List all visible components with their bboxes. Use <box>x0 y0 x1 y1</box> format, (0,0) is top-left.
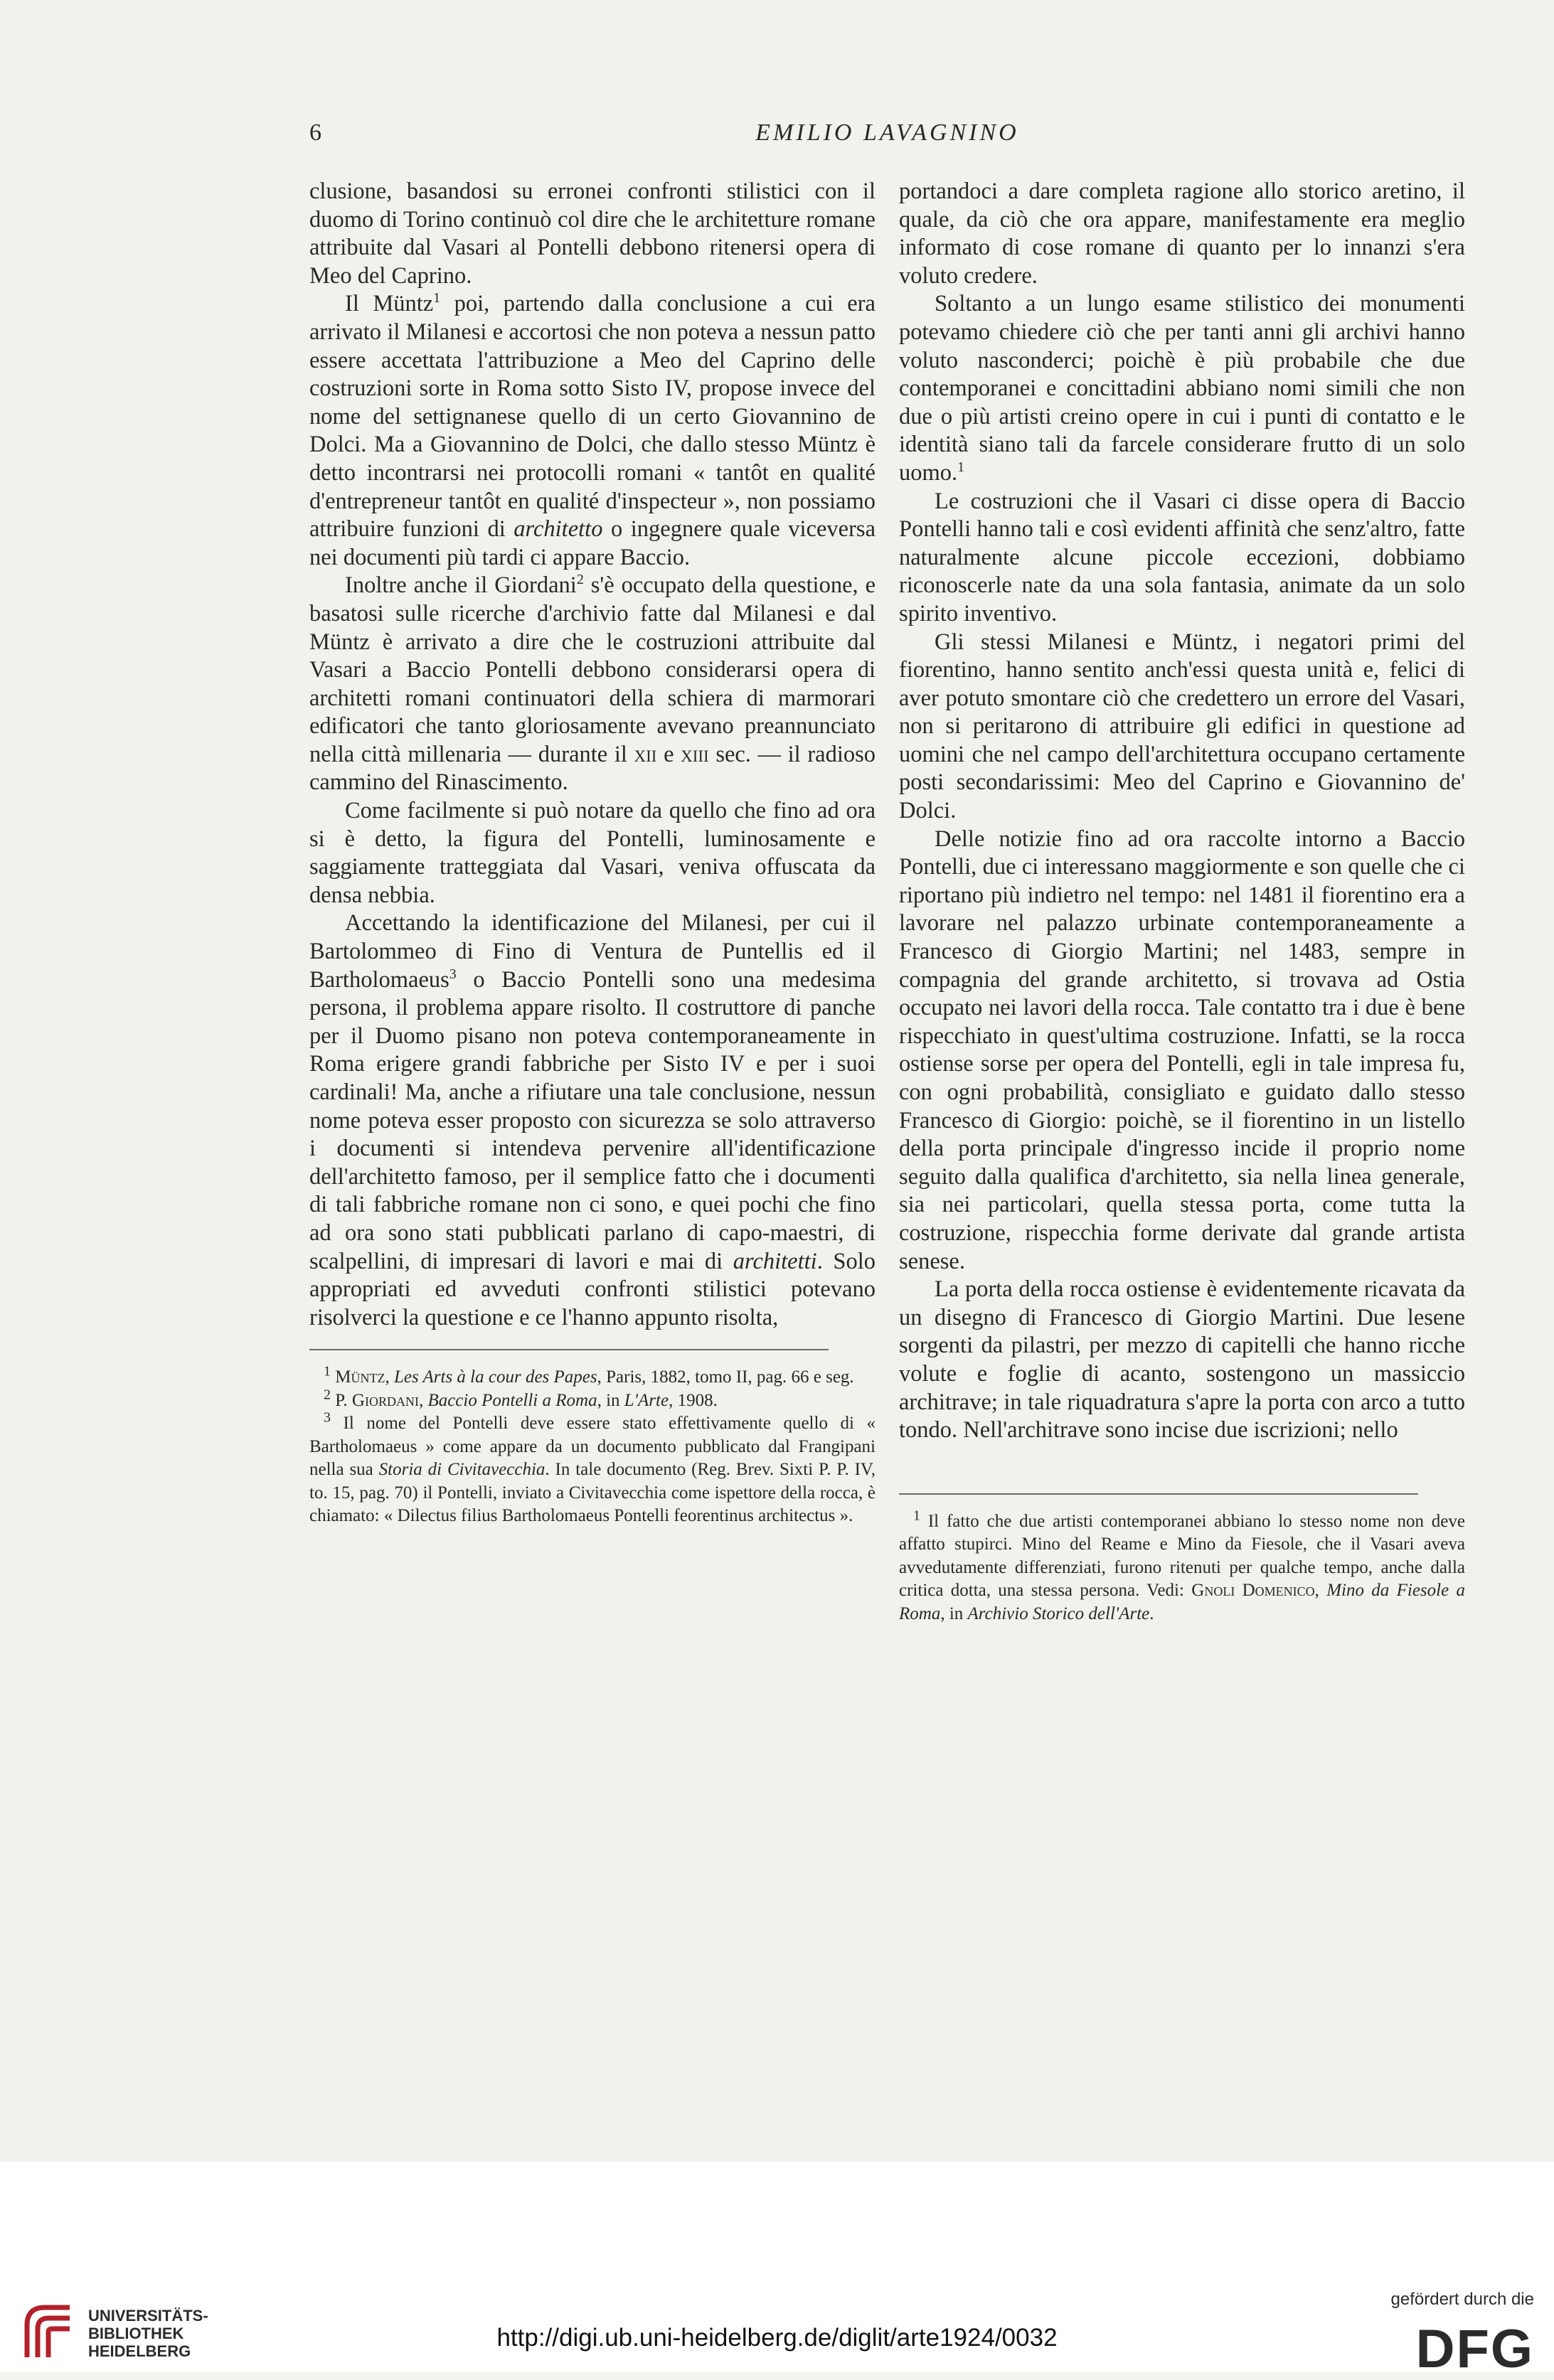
left-paragraph-5 <box>309 909 876 1332</box>
footnote-number: 1 <box>324 1364 331 1380</box>
text-run: Soltanto a un lungo esame stilistico dei monumenti potevamo chiedere ciò che per tanti anni gli archivi hanno voluto nasconderci; poichè è più probabile che due contemporanei e concittadini abbiano nomi simili che non due o più artisti creino opere in cui i punti di contatto e le identità siano tali da farcele considerare frutto di un solo uomo. <box>899 291 1465 486</box>
footnote-1 <box>309 1366 876 1389</box>
right-footnotes <box>899 1507 1466 1626</box>
footnote-3 <box>309 1412 876 1528</box>
text-run: s'è occupato della questione, e basatosi sulle ricerche d'archivio fatte dal Milanesi e dal Müntz è arrivato a dire che le costruzioni attribuite dal Vasari a Baccio Pontelli debbono considerarsi opera di architetti romani continuatori della schiera di marmorari edificatori che tanto gloriosamente avevano preannunciato nella città millenaria — durante il <box>309 572 876 767</box>
right-paragraph-4: Gli stessi Milanesi e Müntz, i negatori primi del fiorentino, hanno sentito anch'essi questa unità e, felici di aver potuto smontare ciò che credettero un errore del Vasari, non si peritarono di attribuire gli edifici in questione ad uomini che nel campo dell'architettura occupano certamente posti secondarissimi: Meo del Caprino e Giovannino de' Dolci. <box>899 629 1465 824</box>
smallcaps-run: xiii <box>681 741 709 767</box>
text-run: , <box>418 1390 428 1410</box>
running-head <box>309 119 1465 155</box>
right-column <box>899 178 1465 1626</box>
text-run: poi, partendo dalla conclusione a cui era arrivato il Milanesi e accortosi che non poteva a nessun patto essere accettata l'attribuzione a Meo del Caprino delle costruzioni sorte in Roma sotto Sisto IV, propose invece del nome del settignanese quello di un certo Giovannino de Dolci. Ma a Giovannino de Dolci, che dallo stesso Müntz è detto incontrarsi nei protocolli romani « tantôt en qualité d'entrepreneur tantôt en qualité d'inspecteur », non possiamo attribuire funzioni di <box>309 291 876 543</box>
author-name: Giordani <box>351 1390 419 1410</box>
text-run: , <box>385 1367 394 1387</box>
left-paragraph-4: Come facilmente si può notare da quello che fino ad ora si è detto, la figura del Pontelli, luminosamente e saggiamente tratteggiata dal Vasari, veniva offuscata da densa nebbia. <box>309 798 876 908</box>
text-run: o Baccio Pontelli sono una medesima persona, il problema appare risolto. Il costruttore di panche per il Duomo pisano non poteva contemporaneamente in Roma erigere grandi fabbriche per Sisto IV e per i suoi cardinali! Ma, anche a rifiutare una tale conclusione, nessun nome poteva esser proposto con sicurezza se solo attraverso i documenti si intendeva pervenire all'identificazione dell'architetto famoso, per il semplice fatto che i documenti di tali fabbriche romane non ci sono, e quei pochi che fino ad ora sono stati pubblicati parlano di capo-maestri, di scalpellini, di impresari di lavori e mai di <box>309 966 876 1274</box>
footnote-number: 3 <box>324 1410 331 1426</box>
text-run: Il fatto che due artisti contemporanei abbiano lo stesso nome non deve affatto stupirci. Mino del Reame e Mino da Fiesole, che il Vasari aveva avvedutamente differenziati, furono ritenuti per qualche tempo, anche dalla critica dotta, una stessa persona. Vedi: <box>899 1511 1465 1601</box>
work-title: Storia di Civitavecchia <box>378 1460 546 1480</box>
footnote-divider <box>899 1493 1418 1495</box>
left-column <box>309 178 876 1528</box>
right-paragraph-1: portandoci a dare completa ragione allo storico aretino, il quale, da ciò che ora appare, manifestamente era meglio informato di cose romane di quanto per lo innanzi s'era voluto credere. <box>899 178 1465 289</box>
text-run: o ingegnere quale viceversa nei documenti più tardi ci appare Baccio. <box>309 516 876 570</box>
text-run: , <box>1314 1581 1327 1601</box>
smallcaps-run: xii <box>634 741 657 767</box>
footnote-number: 1 <box>913 1507 920 1524</box>
work-title: Mino da Fiesole a Roma <box>899 1581 1466 1623</box>
library-name-line: BIBLIOTHEK <box>88 2325 184 2342</box>
text-run: Inoltre anche il Giordani <box>345 572 577 599</box>
text-run: , in <box>597 1390 624 1410</box>
text-run: Accettando la identificazione del Milanesi, per cui il Bartolommeo di Fino di Ventura de Puntellis ed il Bartholomaeus <box>309 910 876 993</box>
text-run: , 1908. <box>669 1390 718 1410</box>
text-run: , in <box>940 1603 968 1623</box>
permalink-url[interactable]: http://digi.ub.uni-heidelberg.de/diglit/arte1924/0032 <box>496 2324 1058 2352</box>
footnote-ref: 3 <box>449 966 457 982</box>
text-run: P. <box>331 1390 352 1410</box>
right-paragraph-5: Delle notizie fino ad ora raccolte intorno a Baccio Pontelli, due ci interessano maggiormente e son quelle che ci riportano più indietro nel tempo: nel 1481 il fiorentino era a lavorare nel palazzo urbinate contemporaneamente a Francesco di Giorgio Martini; nel 1483, sempre in compagnia del grande architetto, si trovava ad Ostia occupato nei lavori della rocca. Tale contatto tra i due è bene rispecchiato in quest'ultima costruzione. Infatti, se la rocca ostiense sorse per opera del Pontelli, egli in tale impresa fu, con ogni probabilità, consigliato e guidato dallo stesso Francesco di Giorgio: poichè, se il fiorentino in un listello della porta principale d'ingresso incide il proprio nome seguito dalla qualifica d'architetto, sia nella linea generale, sia nei particolari, quella stessa porta, come tutta la costruzione, rispecchia forme derivate dal grande artista senese. <box>899 826 1465 1274</box>
footnote-1 <box>899 1507 1466 1626</box>
right-paragraph-3: Le costruzioni che il Vasari ci disse opera di Baccio Pontelli hanno tali e così evidenti affinità che senz'altro, fatte naturalmente alcune piccole eccezioni, dobbiamo riconoscerle nate da una sola fantasia, animate da un solo spirito inventivo. <box>899 488 1465 626</box>
footnote-ref: 1 <box>957 459 965 476</box>
footnote-number: 2 <box>324 1387 331 1403</box>
left-paragraph-1: clusione, basandosi su erronei confronti stilistici con il duomo di Torino continuò col dire che le architetture romane attribuite dal Vasari al Pontelli debbono ritenersi opera di Meo del Caprino. <box>309 178 876 289</box>
right-paragraph-2 <box>899 290 1465 487</box>
library-name-line: HEIDELBERG <box>88 2342 191 2360</box>
right-paragraph-6: La porta della rocca ostiense è evidentemente ricavata da un disegno di Francesco di Giorgio Martini. Due lesene sorgenti da pilastri, per mezzo di capitelli che hanno ricche volute e foglie di acanto, sostengono un massiccio architrave; in tale riquadratura s'apre la porta con arco a tutto tondo. Nell'architrave sono incise due iscrizioni; nello <box>899 1276 1465 1444</box>
text-run: . <box>1149 1603 1154 1623</box>
footnote-ref: 2 <box>576 572 584 588</box>
text-run: Il nome del Pontelli deve essere stato effettivamente quello di « Bartholomaeus » come appare da un documento pubblicato dal Frangipani nella sua <box>309 1414 876 1480</box>
dfg-logo: DFG <box>1415 2319 1534 2379</box>
page-number: 6 <box>309 119 321 146</box>
text-run: sec. — il radioso cammino del Rinascimento. <box>309 741 876 796</box>
journal-title: L'Arte <box>624 1390 669 1410</box>
running-title: EMILIO LAVAGNINO <box>755 119 1019 146</box>
footnote-divider <box>309 1349 829 1350</box>
text-run: , Paris, 1882, tomo II, pag. 66 e seg. <box>597 1367 854 1387</box>
viewer-footer <box>0 2162 1554 2379</box>
text-run: . In tale documento (Reg. Brev. Sixti P. P. IV, to. 15, pag. 70) il Pontelli, inviato a Civitavecchia come ispettore della rocca, è chiamato: « Dilectus filius Bartholomaeus Pontelli feorentinus architectus ». <box>309 1460 876 1526</box>
author-name: Gnoli Domenico <box>1191 1581 1315 1601</box>
footnote-ref: 1 <box>433 290 441 306</box>
left-paragraph-3 <box>309 572 876 797</box>
library-name-line: UNIVERSITÄTS- <box>88 2307 208 2325</box>
text-run: Il Müntz <box>345 291 434 317</box>
work-title: Les Arts à la cour des Papes <box>393 1367 597 1387</box>
funding-caption: gefördert durch die <box>1390 2290 1534 2309</box>
italic-run: architetti <box>733 1248 817 1274</box>
work-title: Baccio Pontelli a Roma <box>427 1390 597 1410</box>
text-run: e <box>656 741 681 767</box>
author-name: Müntz <box>335 1367 385 1387</box>
footnote-2 <box>309 1389 876 1413</box>
left-footnotes <box>309 1366 876 1528</box>
text-run: . Solo appropriati ed avveduti confronti stilistici potevano risolverci la questione e ce l'hanno appunto risolta, <box>309 1248 876 1330</box>
journal-title: Archivio Storico dell'Arte <box>967 1603 1150 1623</box>
left-paragraph-2 <box>309 290 876 572</box>
italic-run: architetto <box>513 516 603 543</box>
